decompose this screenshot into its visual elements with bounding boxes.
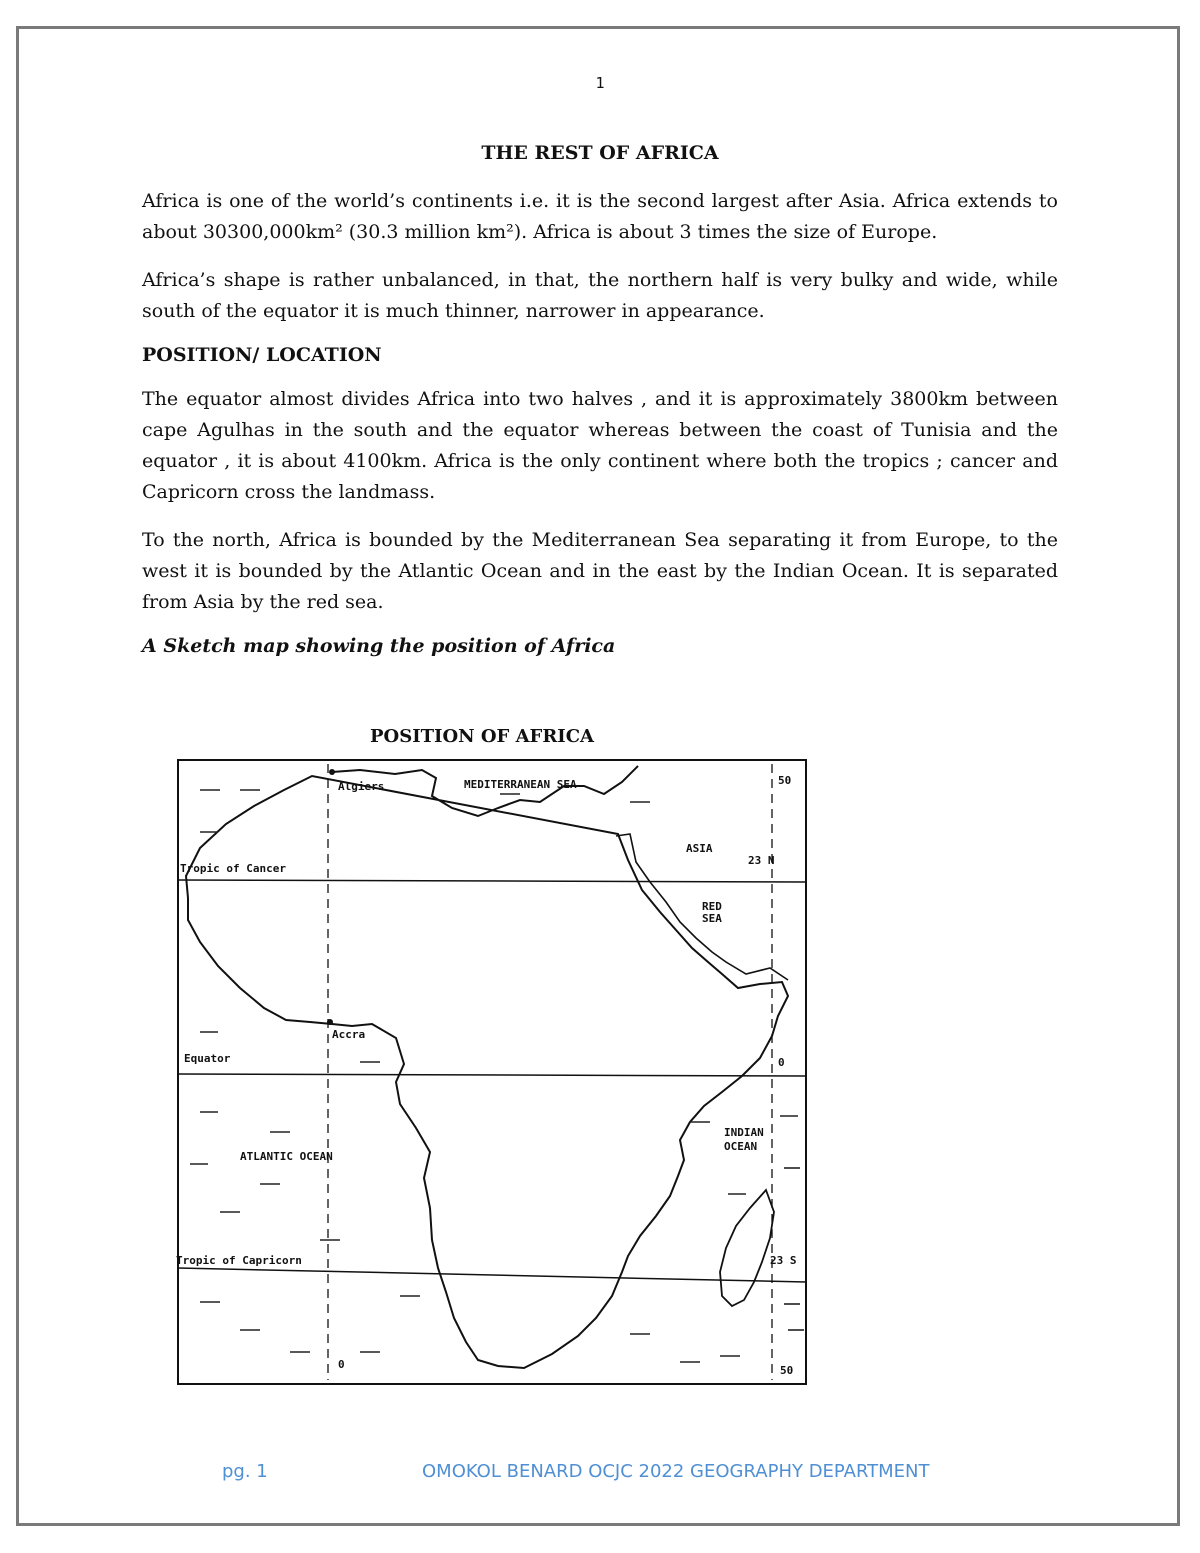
label-indian-ocean-1: INDIAN	[724, 1126, 764, 1139]
label-cancer-latitude: 23 N	[748, 854, 775, 867]
document-title: THE REST OF AFRICA	[481, 142, 719, 164]
label-equator: Equator	[184, 1052, 231, 1065]
tropic-of-capricorn-line	[178, 1268, 806, 1282]
map-title: POSITION OF AFRICA	[370, 726, 594, 747]
section-heading: POSITION/ LOCATION	[142, 344, 382, 366]
label-meridian-zero: 0	[338, 1358, 345, 1371]
footer-page-label: pg. 1	[222, 1461, 268, 1482]
madagascar-outline	[720, 1190, 774, 1306]
label-asia: ASIA	[686, 842, 713, 855]
africa-coastline	[186, 766, 788, 1368]
label-accra: Accra	[332, 1028, 366, 1041]
label-equator-latitude: 0	[778, 1056, 785, 1069]
intro-paragraph-1: Africa is one of the world’s continents i.e. it is the second largest after Asia. Africa extends to about 30300,000km² (30.3 million km²). Africa is about 3 times the size of Europe.	[142, 190, 1058, 243]
tropic-of-cancer-line	[178, 880, 806, 882]
label-red-sea-2: SEA	[702, 912, 722, 925]
label-red-sea-1: RED	[702, 900, 722, 913]
location-paragraph-1: The equator almost divides Africa into two halves , and it is approximately 3800km between cape Agulhas in the south and the equator whereas between the coast of Tunisia and the equator , it is about 4100km. Africa is the only continent where both the tropics ; cancer and Capricorn cross the landmass.	[142, 388, 1058, 503]
page-number: 1	[595, 74, 605, 92]
equator-line	[178, 1074, 806, 1076]
label-tropic-of-cancer: Tropic of Cancer	[180, 862, 286, 875]
algiers-marker	[329, 769, 335, 775]
label-tropic-of-capricorn: Tropic of Capricorn	[176, 1254, 302, 1267]
map-svg	[160, 712, 840, 1392]
africa-sketch-map	[160, 712, 840, 1392]
figure-caption: A Sketch map showing the position of Africa	[142, 635, 616, 657]
label-atlantic-ocean: ATLANTIC OCEAN	[240, 1150, 333, 1163]
label-indian-ocean-2: OCEAN	[724, 1140, 758, 1153]
label-algiers: Algiers	[338, 780, 385, 793]
intro-paragraph-2: Africa’s shape is rather unbalanced, in that, the northern half is very bulky and wide, while south of the equator it is much thinner, narrower in appearance.	[142, 269, 1058, 322]
footer-department: OMOKOL BENARD OCJC 2022 GEOGRAPHY DEPARTMENT	[422, 1461, 930, 1482]
label-capricorn-latitude: 23 S	[770, 1254, 797, 1267]
document-body	[142, 142, 1058, 657]
accra-marker	[327, 1019, 333, 1025]
location-paragraph-2: To the north, Africa is bounded by the Mediterranean Sea separating it from Europe, to the west it is bounded by the Atlantic Ocean and in the east by the Indian Ocean. It is separated from Asia by the red sea.	[142, 529, 1058, 613]
label-bottom-latitude: 50	[780, 1364, 794, 1377]
label-top-latitude: 50	[778, 774, 792, 787]
label-mediterranean-sea: MEDITERRANEAN SEA	[464, 778, 577, 791]
